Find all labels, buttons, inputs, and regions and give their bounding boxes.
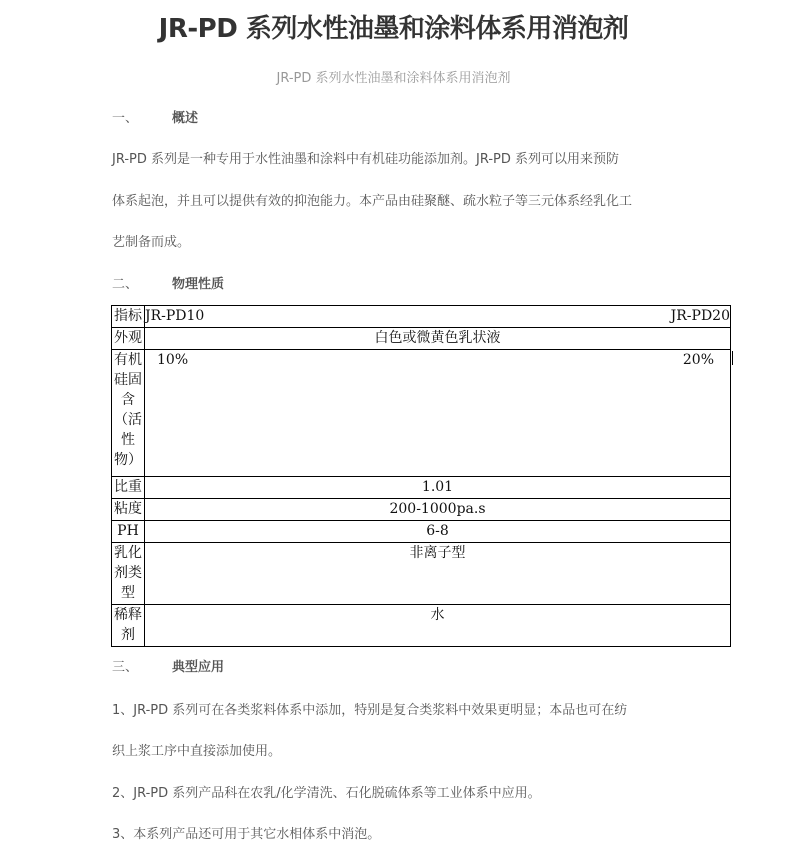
table-cell: 白色或微黄色乳状液 <box>145 328 731 350</box>
application-line-4: 3、本系列产品还可用于其它水相体系中消泡。 <box>112 827 381 842</box>
table-row <box>112 499 731 521</box>
table-row <box>112 350 731 477</box>
table-cell <box>145 306 731 328</box>
grade-20-value: 20% <box>682 352 714 368</box>
table-row <box>112 543 731 605</box>
table-row <box>112 306 731 328</box>
row-label: 有机硅固含（活性物） <box>112 350 145 477</box>
section-number: 三、 <box>112 660 139 675</box>
table-cell: 6-8 <box>145 521 731 543</box>
section-number: 一、 <box>112 111 139 126</box>
grade-10-header: JR-PD10 <box>145 308 205 324</box>
row-label: 稀释剂 <box>112 605 145 647</box>
section-applications-heading <box>112 658 224 678</box>
section-number: 二、 <box>112 277 139 292</box>
table-cell: 1.01 <box>145 477 731 499</box>
overview-line-1: JR-PD 系列是一种专用于水性油墨和涂料中有机硅功能添加剂。JR-PD 系列可以用来预防 <box>112 152 620 167</box>
grade-20-header: JR-PD20 <box>670 308 730 324</box>
section-title: 物理性质 <box>172 277 225 292</box>
properties-table <box>111 305 731 647</box>
table-row <box>112 605 731 647</box>
table-cell <box>145 350 731 477</box>
page-subtitle: JR-PD 系列水性油墨和涂料体系用消泡剂 <box>276 71 511 86</box>
application-line-1: 1、JR-PD 系列可在各类浆料体系中添加，特别是复合类浆料中效果更明显；本品也可在纺 <box>112 703 628 718</box>
row-label: 指标 <box>112 306 145 328</box>
row-label: 粘度 <box>112 499 145 521</box>
overview-line-2: 体系起泡，并且可以提供有效的抑泡能力。本产品由硅聚醚、疏水粒子等三元体系经乳化工 <box>112 194 633 209</box>
application-line-2: 织上浆工序中直接添加使用。 <box>112 744 282 759</box>
section-title: 典型应用 <box>172 660 225 675</box>
table-row <box>112 521 731 543</box>
text-cursor-mark <box>732 351 733 365</box>
grade-10-value: 10% <box>157 352 189 368</box>
section-properties-heading <box>112 275 224 295</box>
overview-line-3: 艺制备而成。 <box>112 235 191 250</box>
row-label: PH <box>112 521 145 543</box>
table-cell: 水 <box>145 605 731 647</box>
row-label: 外观 <box>112 328 145 350</box>
row-label: 乳化剂类型 <box>112 543 145 605</box>
table-row <box>112 477 731 499</box>
row-label: 比重 <box>112 477 145 499</box>
page-title: JR-PD 系列水性油墨和涂料体系用消泡剂 <box>158 14 629 44</box>
section-overview-heading <box>112 109 198 129</box>
table-cell: 非离子型 <box>145 543 731 605</box>
section-title: 概述 <box>172 111 199 126</box>
application-line-3: 2、JR-PD 系列产品科在农乳/化学清洗、石化脱硫体系等工业体系中应用。 <box>112 786 541 801</box>
table-row <box>112 328 731 350</box>
table-cell: 200-1000pa.s <box>145 499 731 521</box>
